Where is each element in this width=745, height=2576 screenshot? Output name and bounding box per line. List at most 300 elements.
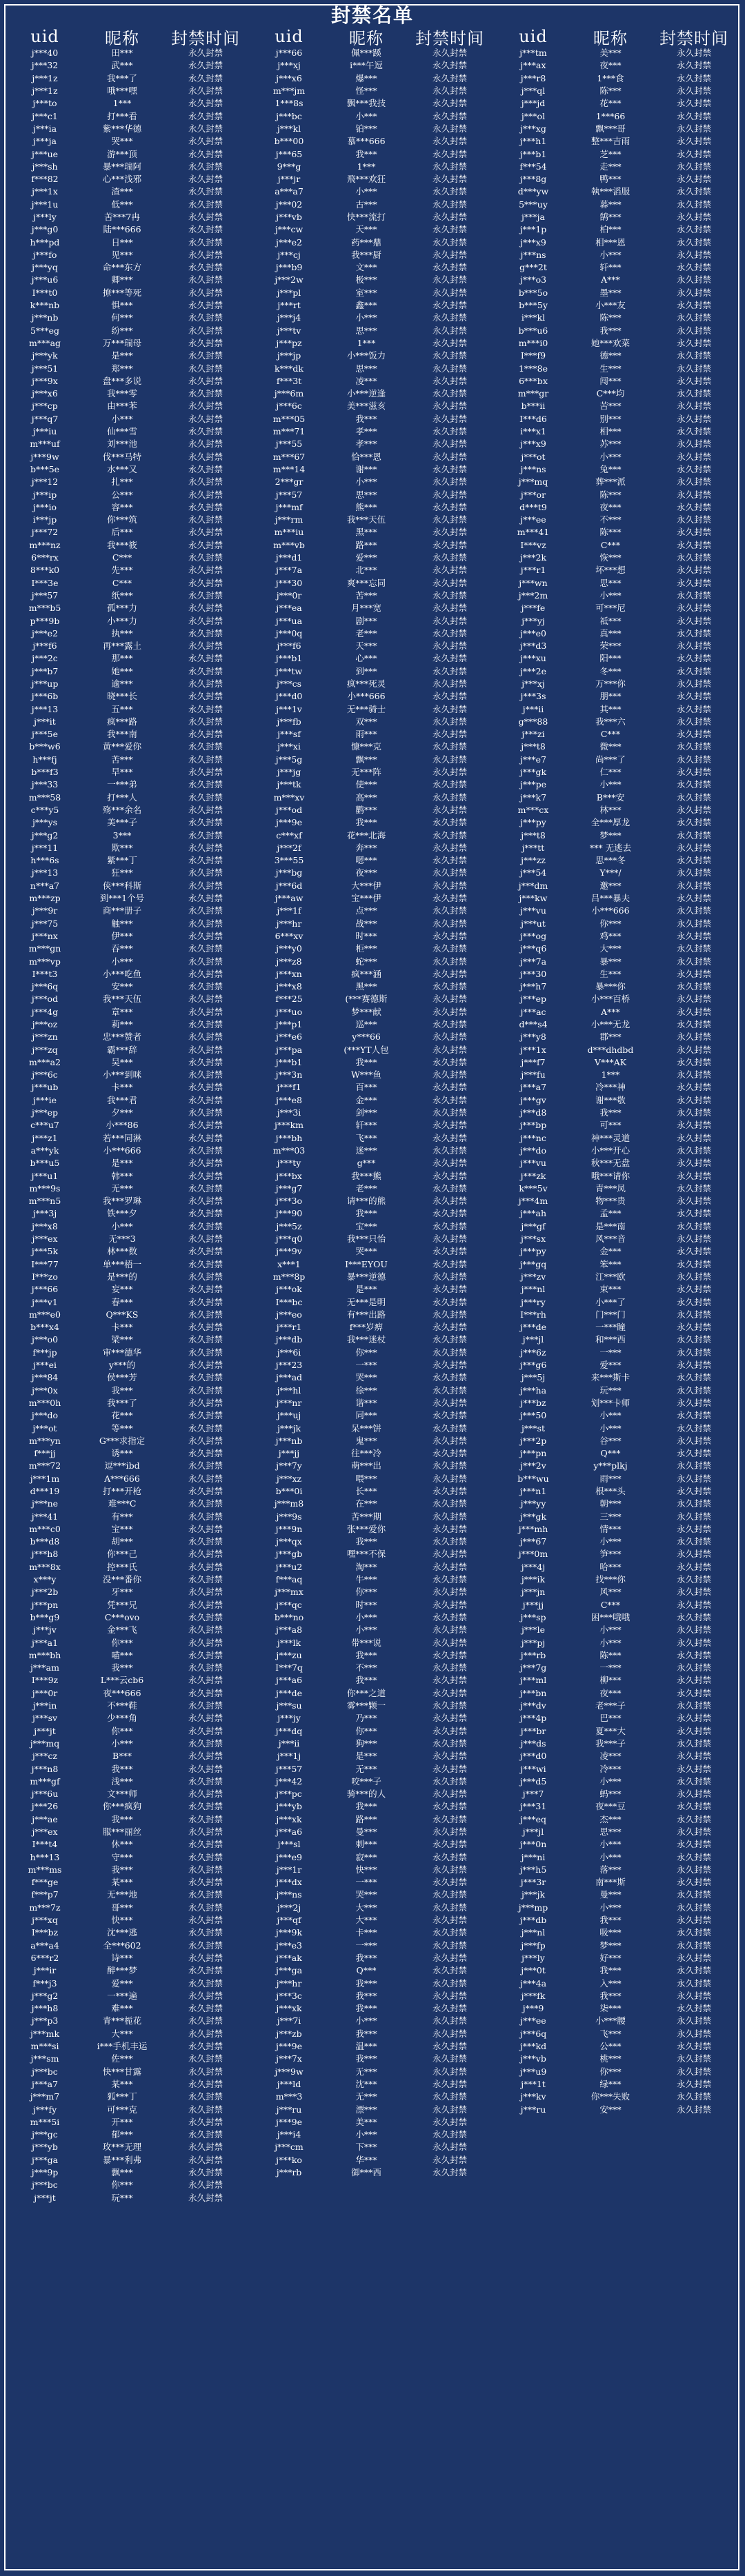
nickname-cell: 谢*** xyxy=(355,463,377,474)
ban-time-cell: 永久封禁 xyxy=(432,539,467,550)
uid-cell: j***ga xyxy=(31,2154,59,2165)
uid-cell: j***nb xyxy=(275,1435,303,1446)
table-row xyxy=(499,438,734,450)
ban-time-cell: 永久封禁 xyxy=(432,1927,467,1938)
ban-time-cell: 永久封禁 xyxy=(188,174,223,185)
table-row xyxy=(11,564,246,576)
nickname-cell: 宝*** xyxy=(111,1523,133,1534)
table-row xyxy=(499,2028,734,2040)
nickname-cell: 是*** xyxy=(111,1158,133,1169)
ban-time-cell: 永久封禁 xyxy=(188,1258,223,1269)
table-row xyxy=(255,400,490,412)
table-row xyxy=(255,1043,490,1056)
ban-time-cell: 永久封禁 xyxy=(188,85,223,97)
nickname-cell: 路*** xyxy=(355,1813,377,1824)
uid-cell: j***55 xyxy=(275,439,303,450)
ban-time-cell: 永久封禁 xyxy=(676,1902,711,1913)
ban-time-cell: 永久封禁 xyxy=(676,2066,711,2077)
nickname-cell: 花*** xyxy=(111,1410,133,1421)
nickname-cell: 夕*** xyxy=(111,1107,133,1118)
uid-cell: j***b7 xyxy=(31,665,59,676)
ban-time-cell: 永久封禁 xyxy=(432,274,467,285)
ban-time-cell: 永久封禁 xyxy=(188,2192,223,2203)
nickname-cell: 哈*** xyxy=(599,1561,622,1572)
table-row xyxy=(11,804,246,816)
table-row xyxy=(499,1700,734,1712)
ban-time-cell: 永久封禁 xyxy=(676,514,711,525)
table-row xyxy=(255,388,490,400)
ban-time-cell: 永久封禁 xyxy=(188,1990,223,2001)
table-row xyxy=(11,1548,246,1560)
uid-cell: j***dq xyxy=(275,1725,303,1736)
table-row xyxy=(499,1864,734,1876)
uid-cell: j***f6 xyxy=(277,641,301,652)
uid-cell: j***3c xyxy=(276,1990,302,2001)
uid-cell: j***zb xyxy=(276,2028,302,2039)
nickname-cell: 暴***瑞阿 xyxy=(102,161,142,172)
uid-cell: j***jn xyxy=(521,1587,546,1598)
table-row xyxy=(255,678,490,690)
ban-time-cell: 永久封禁 xyxy=(432,1397,467,1408)
uid-cell: j***gc xyxy=(32,2129,58,2140)
table-row xyxy=(499,526,734,539)
table-row xyxy=(499,943,734,955)
nickname-cell: 剑*** xyxy=(355,1107,377,1118)
ban-time-cell: 永久封禁 xyxy=(188,767,223,778)
table-row xyxy=(11,1926,246,1939)
nickname-cell: 万***瑞母 xyxy=(102,337,142,348)
table-row xyxy=(255,1573,490,1586)
nickname-cell: 飛***欢狂 xyxy=(346,174,386,185)
nickname-cell: 寂*** xyxy=(355,1851,377,1862)
nickname-cell: 宝***伊 xyxy=(351,893,381,904)
table-row xyxy=(255,564,490,576)
table-row xyxy=(499,1926,734,1939)
uid-cell: j***ql xyxy=(521,85,546,97)
ban-time-cell: 永久封禁 xyxy=(676,905,711,916)
table-row xyxy=(11,1371,246,1384)
table-row xyxy=(255,362,490,374)
uid-cell: j***90 xyxy=(275,1208,303,1219)
table-row xyxy=(499,1674,734,1687)
uid-cell: m***58 xyxy=(28,792,61,803)
nickname-cell: 苦*** xyxy=(355,590,377,601)
nickname-cell: 巡*** xyxy=(355,1019,377,1029)
table-row xyxy=(499,1094,734,1107)
uid-cell: j***ax xyxy=(520,60,546,71)
ban-time-cell: 永久封禁 xyxy=(188,1775,223,1787)
ban-time-cell: 永久封禁 xyxy=(188,439,223,450)
nickname-cell: 芝*** xyxy=(599,148,622,159)
uid-cell: j***st xyxy=(521,1422,546,1433)
ban-time-cell: 永久封禁 xyxy=(676,1851,711,1862)
table-row xyxy=(11,2053,246,2065)
table-row xyxy=(255,1321,490,1334)
table-row xyxy=(11,1750,246,1762)
nickname-cell: 骑***的人 xyxy=(346,1789,386,1800)
ban-time-cell: 永久封禁 xyxy=(676,1549,711,1560)
uid-cell: j***k7 xyxy=(519,792,547,803)
uid-cell: j***xu xyxy=(520,653,546,664)
uid-cell: j***ii xyxy=(278,1738,300,1749)
uid-cell: j***ns xyxy=(520,249,546,260)
uid-cell: j***7a xyxy=(275,565,303,576)
uid-cell: j***bx xyxy=(276,1170,302,1181)
nickname-cell: 伊*** xyxy=(111,930,133,941)
nickname-cell: 黑*** xyxy=(355,981,377,992)
nickname-cell: 你*** xyxy=(111,2180,133,2191)
uid-cell: j***bc xyxy=(32,2180,58,2191)
nickname-cell: 一*** xyxy=(355,1360,377,1371)
uid-cell: j***b1 xyxy=(275,653,303,664)
table-row xyxy=(255,2129,490,2141)
uid-cell: j***r8 xyxy=(520,72,546,83)
nickname-cell: 紫***丁 xyxy=(107,855,137,866)
ban-time-cell: 永久封禁 xyxy=(432,691,467,702)
nickname-cell: 我*** xyxy=(355,817,377,828)
table-row xyxy=(255,211,490,223)
table-row xyxy=(11,1700,246,1712)
nickname-cell: 小***666 xyxy=(103,1145,141,1156)
uid-cell: j***ep xyxy=(31,1107,59,1118)
nickname-cell: 小***666 xyxy=(347,691,386,702)
uid-cell: m***gr xyxy=(517,388,549,399)
ban-time-cell: 永久封禁 xyxy=(432,943,467,954)
ban-time-cell: 永久封禁 xyxy=(432,1889,467,1900)
table-row xyxy=(499,1649,734,1662)
ban-time-cell: 永久封禁 xyxy=(188,1763,223,1774)
table-row xyxy=(255,2141,490,2153)
ban-time-cell: 永久封禁 xyxy=(188,665,223,676)
nickname-cell: 阳*** xyxy=(599,653,622,664)
ban-time-cell: 永久封禁 xyxy=(432,1523,467,1534)
table-row xyxy=(11,1864,246,1876)
nickname-cell: 没***番你 xyxy=(102,1574,142,1585)
ban-time-cell: 永久封禁 xyxy=(676,2091,711,2102)
ban-time-cell: 永久封禁 xyxy=(188,829,223,841)
ban-time-cell: 永久封禁 xyxy=(432,930,467,941)
ban-time-cell: 永久封禁 xyxy=(432,1372,467,1383)
table-row xyxy=(11,741,246,753)
nickname-cell: 墨*** xyxy=(599,287,622,298)
uid-cell: j***nl xyxy=(521,1284,546,1295)
table-row xyxy=(255,829,490,841)
ban-time-cell: 永久封禁 xyxy=(432,754,467,765)
nickname-cell: 谷*** xyxy=(599,1435,622,1446)
uid-cell: j***ep xyxy=(519,994,547,1005)
table-row xyxy=(11,576,246,589)
table-row xyxy=(11,249,246,261)
ban-time-cell: 永久封禁 xyxy=(676,501,711,512)
uid-cell: j***h8 xyxy=(31,1549,59,1560)
table-row xyxy=(255,1258,490,1271)
table-row xyxy=(499,261,734,274)
table-row xyxy=(255,223,490,236)
ban-time-cell: 永久封禁 xyxy=(188,1511,223,1522)
ban-time-cell: 永久封禁 xyxy=(432,880,467,891)
uid-cell: j***ei xyxy=(32,1360,57,1371)
table-row xyxy=(11,2028,246,2040)
nickname-cell: 乃*** xyxy=(355,1713,377,1724)
uid-cell: j***a7 xyxy=(31,2078,59,2089)
ban-time-cell: 永久封禁 xyxy=(188,123,223,134)
nickname-cell: 我*** xyxy=(355,1056,377,1067)
table-row xyxy=(499,1397,734,1409)
ban-time-cell: 永久封禁 xyxy=(188,72,223,83)
nickname-cell: 陈*** xyxy=(599,1649,622,1660)
table-row xyxy=(11,2141,246,2153)
nickname-cell: 爱*** xyxy=(111,1978,133,1989)
ban-time-cell: 永久封禁 xyxy=(188,1927,223,1938)
table-row xyxy=(499,1031,734,1043)
header-ban-time: 封禁时间 xyxy=(171,28,240,48)
nickname-cell: 北*** xyxy=(355,565,377,576)
table-row xyxy=(499,223,734,236)
uid-cell: j***jg xyxy=(277,767,301,778)
ban-time-cell: 永久封禁 xyxy=(432,363,467,374)
nickname-cell: 我*** xyxy=(599,325,622,336)
ban-time-cell: 永久封禁 xyxy=(676,1927,711,1938)
nickname-cell: 金*** xyxy=(599,1246,622,1257)
ban-time-cell: 永久封禁 xyxy=(188,1523,223,1534)
table-row xyxy=(11,1712,246,1724)
ban-time-cell: 永久封禁 xyxy=(188,994,223,1005)
ban-time-cell: 永久封禁 xyxy=(432,1208,467,1219)
ban-time-cell: 永久封禁 xyxy=(188,1877,223,1888)
uid-cell: j***jv xyxy=(33,1624,57,1636)
nickname-cell: 祗*** xyxy=(599,615,622,626)
table-row xyxy=(255,325,490,337)
ban-time-cell: 永久封禁 xyxy=(676,1435,711,1446)
ban-time-cell: 永久封禁 xyxy=(432,1158,467,1169)
nickname-cell: 风***音 xyxy=(595,1234,626,1245)
nickname-cell: 飘***我技 xyxy=(346,98,386,109)
ban-time-cell: 永久封禁 xyxy=(188,2066,223,2077)
uid-cell: j***tm xyxy=(519,48,547,59)
table-row xyxy=(255,1309,490,1321)
table-row xyxy=(255,1157,490,1169)
nickname-cell: Q*** xyxy=(600,1448,621,1459)
ban-time-cell: 永久封禁 xyxy=(188,2015,223,2026)
table-row xyxy=(255,2040,490,2053)
ban-time-cell: 永久封禁 xyxy=(188,186,223,197)
nickname-cell: 飘***哥 xyxy=(595,123,626,134)
nickname-cell: 水***又 xyxy=(107,463,137,474)
rows-container xyxy=(499,47,734,2116)
table-row xyxy=(11,930,246,943)
nickname-cell: 有*** xyxy=(111,1511,133,1522)
uid-cell: j***i4 xyxy=(277,2129,301,2140)
nickname-cell: 在*** xyxy=(355,1498,377,1509)
nickname-cell: 控***氏 xyxy=(107,1561,137,1572)
nickname-cell: 我***迷杖 xyxy=(346,1334,386,1345)
table-row xyxy=(499,110,734,122)
nickname-cell: 章*** xyxy=(111,1006,133,1017)
table-row xyxy=(11,1145,246,1157)
table-row xyxy=(11,1826,246,1838)
ban-time-cell: 永久封禁 xyxy=(432,2078,467,2089)
nickname-cell: 蚂*** xyxy=(599,1789,622,1800)
nickname-cell: 大*** xyxy=(599,943,622,954)
nickname-cell: 狂*** xyxy=(111,867,133,878)
nickname-cell: 我***熊 xyxy=(351,1170,381,1181)
ban-time-cell: 永久封禁 xyxy=(676,72,711,83)
ban-time-cell: 永久封禁 xyxy=(188,539,223,550)
nickname-cell: 整***吉雨 xyxy=(590,136,630,147)
uid-cell: b***u5 xyxy=(30,1158,60,1169)
table-row xyxy=(11,880,246,892)
table-row xyxy=(11,1107,246,1119)
table-row xyxy=(255,1132,490,1145)
table-row xyxy=(11,261,246,274)
ban-time-cell: 永久封禁 xyxy=(188,388,223,399)
uid-cell: d***yw xyxy=(517,186,549,197)
uid-cell: j***de xyxy=(519,1322,547,1333)
table-row xyxy=(11,287,246,299)
uid-cell: j***5z xyxy=(276,1220,302,1231)
uid-cell: b***00 xyxy=(274,136,304,147)
ban-time-cell: 永久封禁 xyxy=(676,1599,711,1610)
nickname-cell: 无*** xyxy=(355,1763,377,1774)
table-row xyxy=(499,1145,734,1157)
nickname-cell: 哦***请你 xyxy=(590,1170,630,1181)
table-row xyxy=(255,1599,490,1611)
ban-time-cell: 永久封禁 xyxy=(432,994,467,1005)
table-row xyxy=(11,1599,246,1611)
ban-time-cell: 永久封禁 xyxy=(188,855,223,866)
ban-time-cell: 永久封禁 xyxy=(432,1561,467,1572)
nickname-cell: 入*** xyxy=(599,1978,622,1989)
nickname-cell: 小*** xyxy=(599,779,622,790)
nickname-cell: 我*** xyxy=(355,1978,377,1989)
nickname-cell: 战*** xyxy=(355,918,377,929)
uid-cell: j***zi xyxy=(522,729,545,740)
uid-cell: j***yb xyxy=(276,1801,302,1812)
table-row xyxy=(255,438,490,450)
table-row xyxy=(255,1207,490,1220)
nickname-cell: 梦***献 xyxy=(351,1006,381,1017)
uid-cell: j***mp xyxy=(518,1902,548,1913)
table-row xyxy=(499,2078,734,2091)
ban-time-cell: 永久封禁 xyxy=(676,1196,711,1207)
uid-cell: b***wu xyxy=(517,1473,549,1484)
uid-cell: j***h1 xyxy=(519,136,547,147)
uid-cell: j***n1 xyxy=(519,1485,547,1496)
ban-time-cell: 永久封禁 xyxy=(188,337,223,348)
nickname-cell: 我*** xyxy=(355,2028,377,2039)
ban-time-cell: 永久封禁 xyxy=(432,1978,467,1989)
uid-cell: j***6m xyxy=(274,388,304,399)
ban-time-cell: 永久封禁 xyxy=(676,779,711,790)
nickname-cell: 哭*** xyxy=(355,1246,377,1257)
table-row xyxy=(11,325,246,337)
ban-time-cell: 永久封禁 xyxy=(676,148,711,159)
nickname-cell: i***手机丰运 xyxy=(97,2041,148,2052)
uid-cell: j***ex xyxy=(32,1827,58,1837)
table-row xyxy=(255,1283,490,1296)
nickname-cell: 服***丽丝 xyxy=(102,1827,142,1837)
uid-cell: b***5e xyxy=(30,463,60,474)
ban-time-cell: 永久封禁 xyxy=(432,439,467,450)
nickname-cell: 莉*** xyxy=(111,1019,133,1029)
table-row xyxy=(499,1473,734,1485)
ban-time-cell: 永久封禁 xyxy=(188,590,223,601)
uid-cell: j***33 xyxy=(31,779,59,790)
table-row xyxy=(11,1649,246,1662)
uid-cell: b***no xyxy=(274,1611,304,1622)
ban-time-cell: 永久封禁 xyxy=(432,1763,467,1774)
uid-cell: j***tk xyxy=(277,779,301,790)
uid-cell: j***31 xyxy=(519,1801,547,1812)
table-row xyxy=(499,1750,734,1762)
uid-cell: j***b1 xyxy=(275,1056,303,1067)
uid-cell: j***m8 xyxy=(274,1498,304,1509)
uid-cell: j***gb xyxy=(275,1549,303,1560)
ban-time-cell: 永久封禁 xyxy=(188,1309,223,1320)
nickname-cell: 苦*** xyxy=(111,754,133,765)
nickname-cell: 喵*** xyxy=(111,1649,133,1660)
uid-cell: j***gk xyxy=(519,1511,547,1522)
ban-time-cell: 永久封禁 xyxy=(188,501,223,512)
table-row xyxy=(255,2015,490,2027)
table-row xyxy=(255,804,490,816)
uid-cell: j***jd xyxy=(521,98,546,109)
nickname-cell: 小***开心 xyxy=(590,1145,630,1156)
nickname-cell: 你***筑 xyxy=(107,514,137,525)
table-row xyxy=(499,993,734,1005)
uid-cell: j***cw xyxy=(275,224,304,235)
ban-time-cell: 永久封禁 xyxy=(188,1435,223,1446)
uid-cell: j***qx xyxy=(276,1536,302,1547)
nickname-cell: 你*** xyxy=(355,1587,377,1598)
uid-cell: j***1f xyxy=(277,905,301,916)
nickname-cell: 秋***无盘 xyxy=(590,1158,630,1169)
table-row xyxy=(499,804,734,816)
nickname-cell: 打***人 xyxy=(107,792,137,803)
table-row xyxy=(255,1926,490,1939)
ban-time-cell: 永久封禁 xyxy=(676,1385,711,1396)
nickname-cell: 束*** xyxy=(599,1284,622,1295)
ban-time-cell: 永久封禁 xyxy=(676,1700,711,1711)
table-row xyxy=(11,2103,246,2115)
uid-cell: j***2p xyxy=(519,1435,547,1446)
nickname-cell: 葬***派 xyxy=(595,476,626,487)
ban-time-cell: 永久封禁 xyxy=(432,401,467,412)
uid-cell: I***bc xyxy=(275,1296,303,1307)
ban-time-cell: 永久封禁 xyxy=(676,1006,711,1017)
uid-cell: j***1x xyxy=(520,1044,546,1055)
nickname-cell: 萌***出 xyxy=(351,1460,381,1471)
ban-time-cell: 永久封禁 xyxy=(676,1170,711,1181)
uid-cell: j***ie xyxy=(32,1094,57,1105)
nickname-cell: 是***的 xyxy=(107,1271,137,1282)
ban-time-cell: 永久封禁 xyxy=(188,729,223,740)
uid-cell: 9***g xyxy=(277,161,301,172)
nickname-cell: 恰***恩 xyxy=(351,451,381,462)
ban-time-cell: 永久封禁 xyxy=(676,287,711,298)
uid-cell: j***30 xyxy=(275,577,303,588)
nickname-cell: 我***了 xyxy=(107,72,137,83)
ban-time-cell: 永久封禁 xyxy=(676,1624,711,1636)
nickname-cell: 漂*** xyxy=(355,2104,377,2115)
uid-cell: j***9e xyxy=(276,2041,302,2052)
table-row xyxy=(11,1687,246,1700)
uid-cell: j***7y xyxy=(276,1460,302,1471)
table-row xyxy=(255,993,490,1005)
uid-cell: j***6q xyxy=(519,2028,547,2039)
uid-cell: j***qf xyxy=(277,1915,301,1926)
uid-cell: j***vb xyxy=(520,2053,546,2064)
